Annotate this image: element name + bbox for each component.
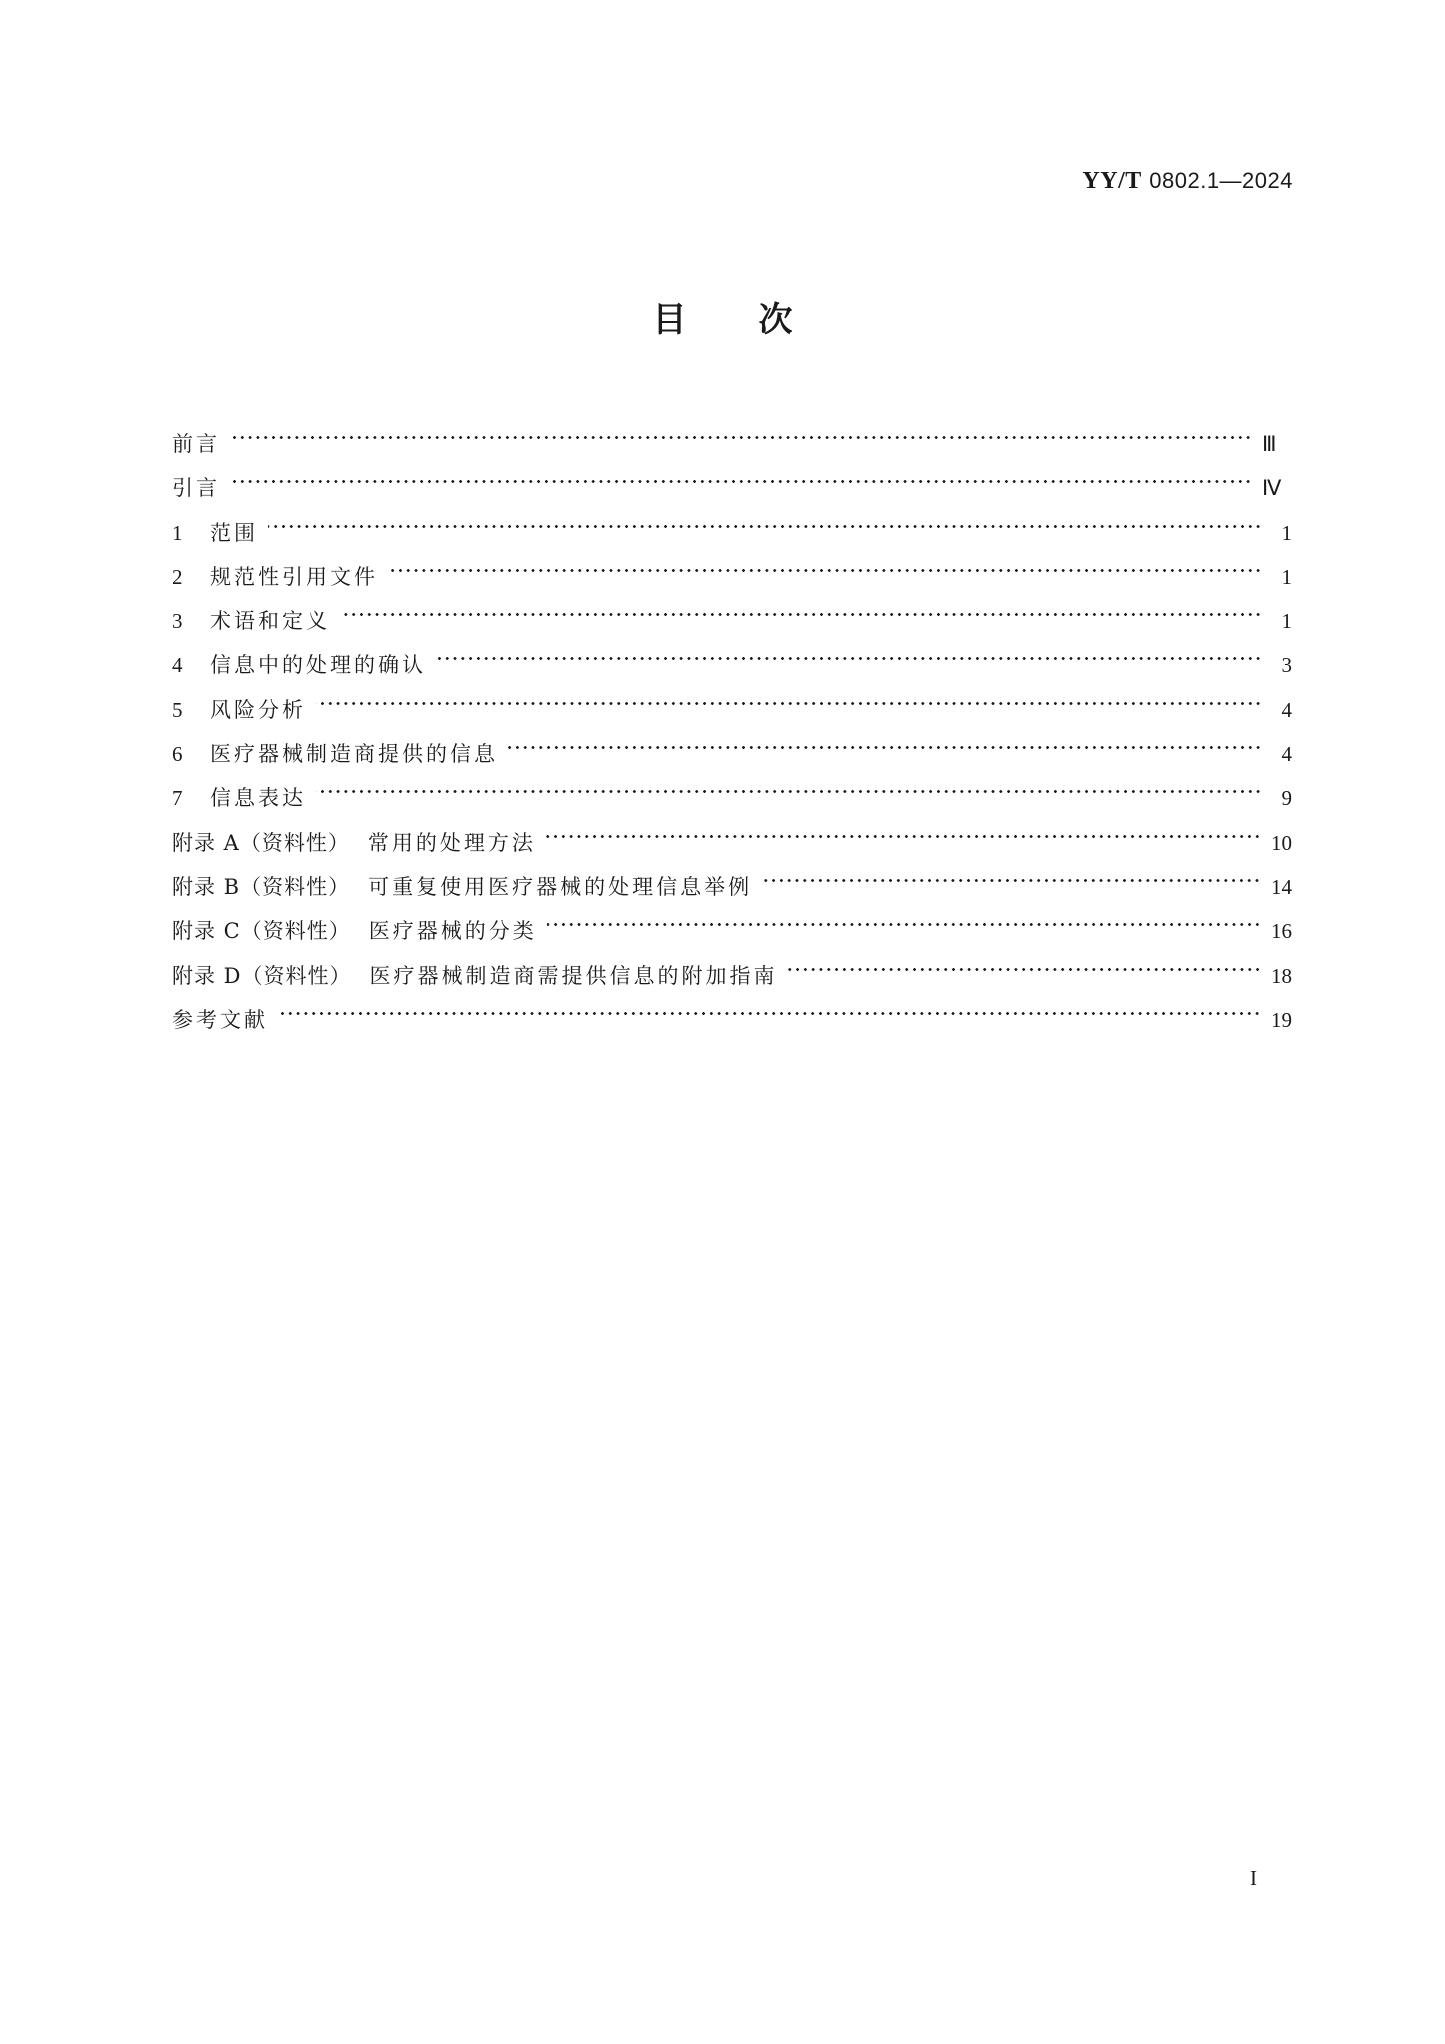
page-number-footer: I [1250, 1866, 1257, 1890]
dot-leader [268, 502, 1262, 540]
toc-page-number: 1 [1281, 520, 1292, 545]
toc-page-number: 16 [1271, 919, 1292, 944]
dot-leader [230, 413, 1252, 451]
dot-leader [388, 546, 1262, 584]
toc-label: 风险分析 [210, 697, 306, 722]
standard-code: YY/T [1082, 168, 1142, 194]
toc-entry-section-4[interactable] [172, 634, 1292, 678]
table-of-contents [172, 413, 1292, 1033]
title-char-2: 次 [758, 300, 793, 340]
dot-leader [547, 900, 1261, 938]
toc-label: 可重复使用医疗器械的处理信息举例 [368, 874, 753, 899]
toc-annex-prefix: 附录 C（资料性） [172, 919, 351, 944]
toc-page-number: 19 [1271, 1007, 1292, 1032]
toc-entry-annex-c[interactable] [172, 900, 1292, 944]
toc-label: 术语和定义 [210, 609, 330, 634]
toc-section-number: 2 [172, 564, 183, 589]
toc-page-number: 18 [1271, 963, 1292, 988]
toc-label: 信息表达 [210, 786, 306, 811]
toc-label: 医疗器械的分类 [368, 919, 537, 944]
dot-leader [436, 634, 1262, 672]
toc-entry-section-7[interactable] [172, 767, 1292, 811]
toc-label: 医疗器械制造商提供的信息 [210, 742, 498, 767]
toc-page-number: 9 [1281, 786, 1292, 811]
toc-annex-prefix: 附录 B（资料性） [172, 874, 351, 899]
toc-page-number: 4 [1281, 742, 1292, 767]
toc-page-number: 1 [1281, 564, 1292, 589]
toc-page-number: Ⅲ [1262, 432, 1277, 456]
toc-page-number: 1 [1281, 609, 1292, 634]
toc-section-number: 5 [172, 697, 183, 722]
dot-leader [316, 679, 1262, 717]
dot-leader [508, 723, 1262, 761]
dot-leader [762, 856, 1261, 894]
toc-section-number: 4 [172, 653, 183, 678]
title-char-1: 目 [652, 300, 687, 340]
standard-header [1082, 168, 1293, 195]
toc-entry-section-3[interactable] [172, 590, 1292, 634]
dot-leader [788, 945, 1261, 983]
toc-label: 规范性引用文件 [210, 564, 378, 589]
toc-label: 参考文献 [172, 1007, 268, 1032]
toc-entry-annex-d[interactable] [172, 945, 1292, 989]
toc-entry-foreword[interactable] [172, 413, 1292, 457]
toc-page-number: 14 [1271, 874, 1292, 899]
dot-leader [278, 989, 1261, 1027]
toc-page-number: 10 [1271, 830, 1292, 855]
toc-page-number: 3 [1281, 653, 1292, 678]
toc-entry-annex-b[interactable] [172, 856, 1292, 900]
toc-label: 范围 [210, 520, 258, 545]
toc-section-number: 7 [172, 786, 183, 811]
toc-entry-bibliography[interactable] [172, 989, 1292, 1033]
toc-annex-prefix: 附录 D（资料性） [172, 963, 352, 988]
page-title [0, 292, 1445, 341]
toc-section-number: 1 [172, 520, 183, 545]
toc-entry-introduction[interactable] [172, 457, 1292, 501]
dot-leader [340, 590, 1262, 628]
standard-number: 0802.1—2024 [1149, 168, 1293, 193]
dot-leader [546, 812, 1261, 850]
toc-page-number: Ⅳ [1262, 476, 1282, 501]
toc-entry-annex-a[interactable] [172, 812, 1292, 856]
toc-label: 前言 [172, 432, 220, 456]
toc-entry-section-6[interactable] [172, 723, 1292, 767]
toc-label: 医疗器械制造商需提供信息的附加指南 [369, 963, 778, 988]
dot-leader [230, 457, 1252, 495]
toc-section-number: 6 [172, 742, 183, 767]
toc-entry-section-1[interactable] [172, 502, 1292, 546]
toc-annex-prefix: 附录 A（资料性） [172, 830, 350, 855]
toc-page-number: 4 [1281, 697, 1292, 722]
toc-label: 常用的处理方法 [367, 830, 536, 855]
toc-section-number: 3 [172, 609, 183, 634]
dot-leader [316, 767, 1262, 805]
toc-entry-section-5[interactable] [172, 679, 1292, 723]
toc-label: 信息中的处理的确认 [210, 653, 426, 678]
toc-label: 引言 [172, 476, 220, 501]
toc-entry-section-2[interactable] [172, 546, 1292, 590]
